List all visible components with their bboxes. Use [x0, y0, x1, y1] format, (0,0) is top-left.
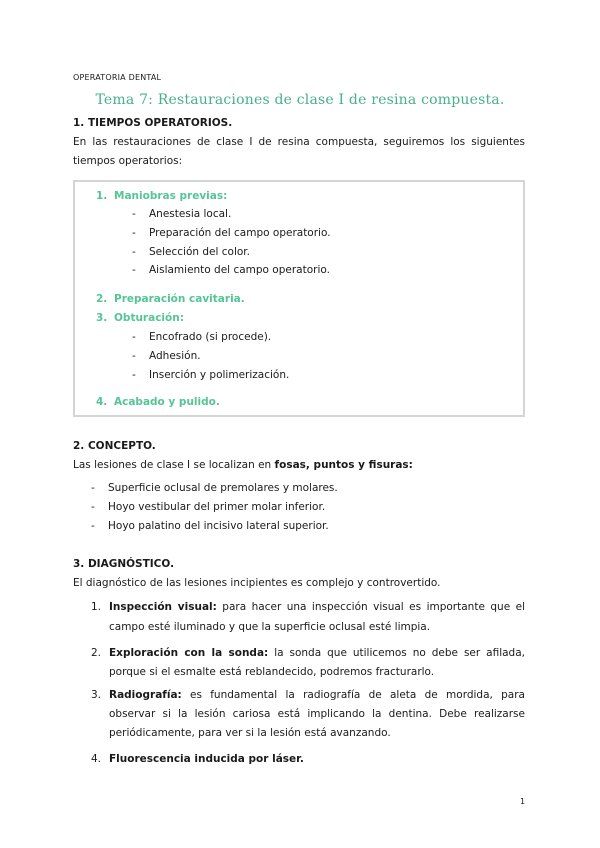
list-number: 1.: [91, 601, 102, 613]
list-number: 2.: [91, 647, 102, 659]
section-2-heading: 2. CONCEPTO.: [73, 440, 156, 452]
step-label: Acabado y pulido.: [114, 396, 220, 408]
document-title: Tema 7: Restauraciones de clase I de resina compuesta.: [95, 92, 505, 108]
step-label: Maniobras previas:: [114, 190, 228, 202]
section-2-intro: Las lesiones de clase I se localizan en fosas, puntos y fisuras:: [73, 459, 413, 471]
header-label: OPERATORIA DENTAL: [73, 73, 162, 82]
page-number: 1: [520, 797, 526, 806]
section-1-heading: 1. TIEMPOS OPERATORIOS.: [73, 117, 233, 129]
step-label: Obturación:: [114, 312, 184, 324]
step-label: Preparación cavitaria.: [114, 293, 245, 305]
sub-item: - Adhesión.: [132, 350, 201, 362]
list-item-line: Inspección visual: para hacer una inspección visual es importante que el: [109, 601, 525, 613]
section-3-heading: 3. DIAGNÓSTICO.: [73, 558, 175, 570]
list-item: - Hoyo vestibular del primer molar inferior.: [91, 501, 326, 513]
sub-item: - Aislamiento del campo operatorio.: [132, 264, 330, 276]
list-item-line: porque si el esmalte está reblandecido, podremos fracturarlo.: [109, 666, 435, 678]
sub-item: - Inserción y polimerización.: [132, 369, 290, 381]
step-number: 4.: [96, 396, 108, 408]
list-item-line: observar si la lesión cariosa está implicando la dentina. Debe realizarse: [109, 708, 525, 720]
list-item-line: Exploración con la sonda: la sonda que utilicemos no debe ser afilada,: [109, 647, 525, 659]
list-number: 3.: [91, 689, 102, 701]
step-number: 1.: [96, 190, 108, 202]
step-number: 2.: [96, 293, 108, 305]
sub-item: - Preparación del campo operatorio.: [132, 227, 331, 239]
list-item: - Hoyo palatino del incisivo lateral superior.: [91, 520, 329, 532]
section-1-intro-line2: tiempos operatorios:: [73, 155, 183, 167]
sub-item: - Encofrado (si procede).: [132, 331, 272, 343]
list-item-line: Fluorescencia inducida por láser.: [109, 753, 304, 765]
section-3-intro: El diagnóstico de las lesiones incipientes es complejo y controvertido.: [73, 577, 441, 589]
sub-item: - Selección del color.: [132, 246, 250, 258]
step-number: 3.: [96, 312, 108, 324]
sub-item: - Anestesia local.: [132, 208, 232, 220]
list-item-line: periódicamente, para ver si la lesión está avanzando.: [109, 727, 391, 739]
list-item-line: campo esté iluminado y que la superficie oclusal esté limpia.: [109, 621, 431, 633]
section-1-intro-line1: En las restauraciones de clase I de resina compuesta, seguiremos los siguientes: [73, 136, 525, 148]
list-item-line: Radiografía: es fundamental la radiografía de aleta de mordida, para: [109, 689, 525, 701]
list-number: 4.: [91, 753, 102, 765]
list-item: - Superficie oclusal de premolares y molares.: [91, 482, 338, 494]
